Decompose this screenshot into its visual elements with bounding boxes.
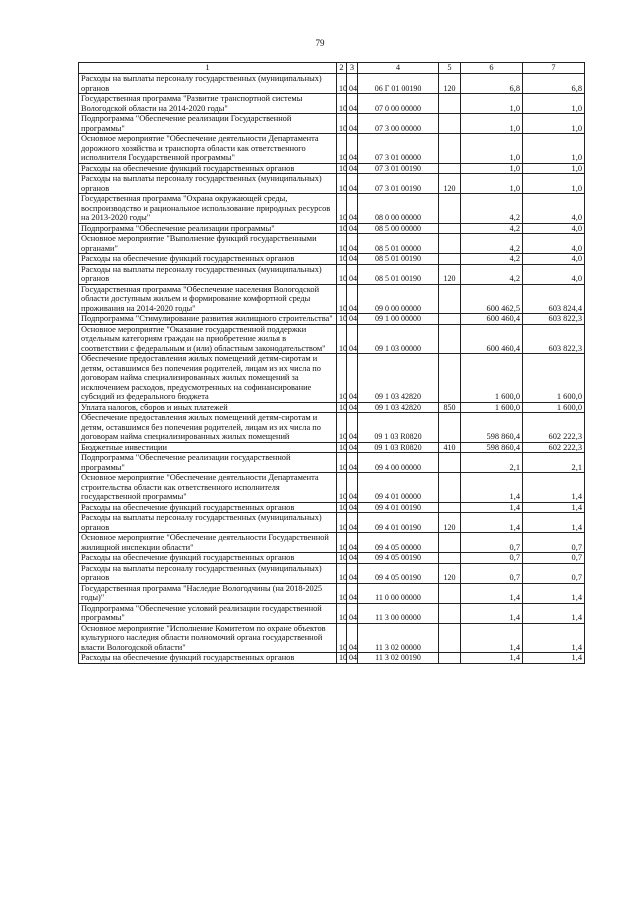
section-code: 10 [337,402,347,413]
expense-type-code: 120 [439,563,461,583]
subsection-code: 04 [347,583,358,603]
amount-year-2: 602 222,3 [523,442,585,453]
section-code: 10 [337,453,347,473]
header-cell: 7 [523,63,585,74]
expense-type-code [439,413,461,443]
target-article-code: 08 0 00 00000 [358,194,439,224]
row-description: Подпрограмма "Стимулирование развития жилищного строительства" [79,314,337,325]
subsection-code: 04 [347,533,358,553]
amount-year-2: 1,4 [523,603,585,623]
row-description: Расходы на обеспечение функций государственных органов [79,502,337,513]
expense-type-code [439,254,461,265]
amount-year-1: 4,2 [461,223,523,234]
section-code: 10 [337,563,347,583]
section-code: 10 [337,223,347,234]
target-article-code: 09 4 01 00000 [358,473,439,503]
amount-year-1: 1,4 [461,502,523,513]
expense-type-code [439,583,461,603]
amount-year-1: 1 600,0 [461,402,523,413]
amount-year-2: 0,7 [523,533,585,553]
expense-type-code [439,502,461,513]
amount-year-2: 0,7 [523,563,585,583]
section-code: 10 [337,114,347,134]
expense-type-code [439,234,461,254]
table-row [79,563,585,583]
row-description: Основное мероприятие "Обеспечение деятельности Государственной жилищной инспекции области" [79,533,337,553]
table-row [79,74,585,94]
section-code: 10 [337,254,347,265]
header-cell: 6 [461,63,523,74]
amount-year-2: 1,0 [523,94,585,114]
target-article-code: 09 1 03 42820 [358,354,439,403]
amount-year-2: 4,0 [523,194,585,224]
row-description: Расходы на выплаты персоналу государственных (муниципальных) органов [79,174,337,194]
table-row [79,284,585,314]
expense-type-code [439,163,461,174]
section-code: 10 [337,623,347,653]
table-row [79,502,585,513]
amount-year-2: 603 822,3 [523,324,585,354]
subsection-code: 04 [347,134,358,164]
section-code: 10 [337,603,347,623]
section-code: 10 [337,553,347,564]
target-article-code: 09 1 03 R0820 [358,413,439,443]
row-description: Расходы на обеспечение функций государственных органов [79,163,337,174]
table-row [79,254,585,265]
subsection-code: 04 [347,254,358,265]
amount-year-2: 1,0 [523,134,585,164]
table-row [79,163,585,174]
table-body [79,74,585,664]
target-article-code: 08 5 01 00190 [358,254,439,265]
subsection-code: 04 [347,174,358,194]
subsection-code: 04 [347,413,358,443]
expense-type-code: 850 [439,402,461,413]
budget-table [78,62,585,664]
expense-type-code [439,453,461,473]
amount-year-2: 0,7 [523,553,585,564]
subsection-code: 04 [347,502,358,513]
table-row [79,453,585,473]
subsection-code: 04 [347,442,358,453]
expense-type-code [439,284,461,314]
expense-type-code: 410 [439,442,461,453]
table-row [79,533,585,553]
row-description: Подпрограмма "Обеспечение реализации государственной программы" [79,453,337,473]
row-description: Государственная программа "Развитие транспортной системы Вологодской области на 2014-2020 годы" [79,94,337,114]
section-code: 10 [337,354,347,403]
table-row [79,114,585,134]
amount-year-2: 1,4 [523,513,585,533]
table-row [79,413,585,443]
table-row [79,94,585,114]
expense-type-code: 120 [439,513,461,533]
target-article-code: 09 1 00 00000 [358,314,439,325]
amount-year-2: 2,1 [523,453,585,473]
row-description: Расходы на обеспечение функций государственных органов [79,254,337,265]
expense-type-code [439,623,461,653]
amount-year-1: 1,0 [461,94,523,114]
amount-year-2: 1,0 [523,114,585,134]
row-description: Расходы на выплаты персоналу государственных (муниципальных) органов [79,264,337,284]
section-code: 10 [337,134,347,164]
amount-year-2: 4,0 [523,254,585,265]
row-description: Расходы на выплаты персоналу государственных (муниципальных) органов [79,563,337,583]
section-code: 10 [337,583,347,603]
subsection-code: 04 [347,163,358,174]
amount-year-2: 4,0 [523,223,585,234]
row-description: Обеспечение предоставления жилых помещений детям-сиротам и детям, оставшимся без попечения родителей, лицам из их числа по договорам найма специализированных жилых помещений за исключением расходов, предусмотренных на софинансирование субсидий из федерального бюджета [79,354,337,403]
row-description: Подпрограмма "Обеспечение условий реализации государственной программы" [79,603,337,623]
amount-year-2: 1 600,0 [523,402,585,413]
amount-year-2: 1,4 [523,653,585,664]
amount-year-1: 1,0 [461,114,523,134]
subsection-code: 04 [347,264,358,284]
target-article-code: 07 3 01 00190 [358,174,439,194]
amount-year-1: 4,2 [461,264,523,284]
amount-year-2: 4,0 [523,264,585,284]
amount-year-1: 4,2 [461,254,523,265]
subsection-code: 04 [347,94,358,114]
expense-type-code: 120 [439,74,461,94]
amount-year-2: 1,4 [523,473,585,503]
table-row [79,264,585,284]
page-number: 79 [315,38,325,48]
amount-year-2: 1,4 [523,502,585,513]
amount-year-1: 0,7 [461,563,523,583]
expense-type-code [439,114,461,134]
target-article-code: 09 4 01 00190 [358,513,439,533]
table-row [79,653,585,664]
table-row [79,354,585,403]
target-article-code: 09 1 03 42820 [358,402,439,413]
section-code: 10 [337,413,347,443]
section-code: 10 [337,314,347,325]
target-article-code: 07 3 01 00190 [358,163,439,174]
section-code: 10 [337,533,347,553]
section-code: 10 [337,653,347,664]
section-code: 10 [337,502,347,513]
amount-year-2: 1 600,0 [523,354,585,403]
target-article-code: 11 0 00 00000 [358,583,439,603]
expense-type-code [439,223,461,234]
table-row [79,473,585,503]
amount-year-1: 1,0 [461,174,523,194]
target-article-code: 09 4 05 00000 [358,533,439,553]
row-description: Государственная программа "Обеспечение населения Вологодской области доступным жильем и формирование комфортной среды проживания на 2014-2020 годы" [79,284,337,314]
row-description: Обеспечение предоставления жилых помещений детям-сиротам и детям, оставшимся без попечения родителей, лицам из их числа по договорам найма специализированных жилых помещений [79,413,337,443]
table-row [79,223,585,234]
target-article-code: 07 3 00 00000 [358,114,439,134]
target-article-code: 09 4 05 00190 [358,553,439,564]
amount-year-2: 1,0 [523,174,585,194]
target-article-code: 09 1 03 R0820 [358,442,439,453]
expense-type-code [439,354,461,403]
subsection-code: 04 [347,623,358,653]
table-row [79,402,585,413]
expense-type-code [439,324,461,354]
section-code: 10 [337,174,347,194]
amount-year-1: 1,4 [461,653,523,664]
row-description: Расходы на обеспечение функций государственных органов [79,553,337,564]
amount-year-2: 6,8 [523,74,585,94]
table-row [79,442,585,453]
header-cell: 2 [337,63,347,74]
target-article-code: 09 0 00 00000 [358,284,439,314]
row-description: Подпрограмма "Обеспечение реализации Государственной программы" [79,114,337,134]
amount-year-2: 1,4 [523,583,585,603]
target-article-code: 06 Г 01 00190 [358,74,439,94]
row-description: Расходы на выплаты персоналу государственных (муниципальных) органов [79,513,337,533]
subsection-code: 04 [347,234,358,254]
subsection-code: 04 [347,284,358,314]
header-cell: 1 [79,63,337,74]
amount-year-1: 600 462,5 [461,284,523,314]
row-description: Основное мероприятие "Обеспечение деятельности Департамента дорожного хозяйства и транспорта области как ответственного исполнителя Государственной программы" [79,134,337,164]
subsection-code: 04 [347,114,358,134]
subsection-code: 04 [347,553,358,564]
section-code: 10 [337,74,347,94]
header-cell: 5 [439,63,461,74]
subsection-code: 04 [347,653,358,664]
section-code: 10 [337,264,347,284]
amount-year-1: 1,4 [461,603,523,623]
target-article-code: 09 1 03 00000 [358,324,439,354]
subsection-code: 04 [347,402,358,413]
table-row [79,583,585,603]
amount-year-1: 1 600,0 [461,354,523,403]
target-article-code: 09 4 00 00000 [358,453,439,473]
amount-year-1: 598 860,4 [461,442,523,453]
subsection-code: 04 [347,223,358,234]
amount-year-1: 1,4 [461,623,523,653]
subsection-code: 04 [347,473,358,503]
amount-year-2: 1,4 [523,623,585,653]
expense-type-code [439,653,461,664]
section-code: 10 [337,284,347,314]
table-row [79,513,585,533]
subsection-code: 04 [347,324,358,354]
amount-year-1: 1,4 [461,583,523,603]
table-row [79,314,585,325]
amount-year-1: 1,0 [461,163,523,174]
target-article-code: 11 3 02 00190 [358,653,439,664]
target-article-code: 09 4 05 00190 [358,563,439,583]
subsection-code: 04 [347,354,358,403]
amount-year-2: 603 822,3 [523,314,585,325]
table-row [79,603,585,623]
subsection-code: 04 [347,513,358,533]
header-cell: 4 [358,63,439,74]
subsection-code: 04 [347,74,358,94]
amount-year-2: 603 824,4 [523,284,585,314]
amount-year-1: 600 460,4 [461,314,523,325]
amount-year-2: 602 222,3 [523,413,585,443]
amount-year-1: 4,2 [461,194,523,224]
expense-type-code [439,314,461,325]
table-row [79,174,585,194]
amount-year-1: 4,2 [461,234,523,254]
header-cell: 3 [347,63,358,74]
amount-year-2: 1,0 [523,163,585,174]
row-description: Основное мероприятие "Исполнение Комитетом по охране объектов культурного наследия области полномочий органа государственной власти Вологодской области" [79,623,337,653]
target-article-code: 08 5 00 00000 [358,223,439,234]
row-description: Государственная программа "Наследие Вологодчины (на 2018-2025 годы)" [79,583,337,603]
row-description: Подпрограмма "Обеспечение реализации программы" [79,223,337,234]
expense-type-code [439,603,461,623]
amount-year-1: 0,7 [461,553,523,564]
amount-year-1: 1,4 [461,473,523,503]
subsection-code: 04 [347,194,358,224]
target-article-code: 11 3 00 00000 [358,603,439,623]
expense-type-code [439,553,461,564]
amount-year-1: 1,0 [461,134,523,164]
row-description: Государственная программа "Охрана окружающей среды, воспроизводство и рациональное использование природных ресурсов на 2013-2020 годы" [79,194,337,224]
target-article-code: 11 3 02 00000 [358,623,439,653]
expense-type-code [439,194,461,224]
target-article-code: 08 5 01 00000 [358,234,439,254]
row-description: Основное мероприятие "Выполнение функций государственными органами" [79,234,337,254]
section-code: 10 [337,473,347,503]
amount-year-1: 0,7 [461,533,523,553]
row-description: Расходы на выплаты персоналу государственных (муниципальных) органов [79,74,337,94]
amount-year-1: 2,1 [461,453,523,473]
table-row [79,553,585,564]
expense-type-code [439,533,461,553]
section-code: 10 [337,513,347,533]
row-description: Расходы на обеспечение функций государственных органов [79,653,337,664]
subsection-code: 04 [347,453,358,473]
amount-year-1: 600 460,4 [461,324,523,354]
expense-type-code [439,473,461,503]
subsection-code: 04 [347,314,358,325]
subsection-code: 04 [347,563,358,583]
table-row [79,234,585,254]
table-row [79,134,585,164]
expense-type-code [439,134,461,164]
target-article-code: 08 5 01 00190 [358,264,439,284]
amount-year-1: 1,4 [461,513,523,533]
table-row [79,324,585,354]
target-article-code: 07 0 00 00000 [358,94,439,114]
section-code: 10 [337,442,347,453]
row-description: Основное мероприятие "Обеспечение деятельности Департамента строительства области как ответственного исполнителя государственной программы" [79,473,337,503]
section-code: 10 [337,94,347,114]
section-code: 10 [337,234,347,254]
section-code: 10 [337,194,347,224]
target-article-code: 09 4 01 00190 [358,502,439,513]
expense-type-code: 120 [439,174,461,194]
amount-year-1: 6,8 [461,74,523,94]
expense-type-code: 120 [439,264,461,284]
amount-year-2: 4,0 [523,234,585,254]
section-code: 10 [337,163,347,174]
table-row [79,194,585,224]
row-description: Основное мероприятие "Оказание государственной поддержки отдельным категориям граждан на приобретение жилья в соответствии с федеральным и (или) областным законодательством" [79,324,337,354]
target-article-code: 07 3 01 00000 [358,134,439,164]
row-description: Бюджетные инвестиции [79,442,337,453]
amount-year-1: 598 860,4 [461,413,523,443]
section-code: 10 [337,324,347,354]
subsection-code: 04 [347,603,358,623]
expense-type-code [439,94,461,114]
row-description: Уплата налогов, сборов и иных платежей [79,402,337,413]
table-row [79,623,585,653]
table-header-row [79,63,585,74]
